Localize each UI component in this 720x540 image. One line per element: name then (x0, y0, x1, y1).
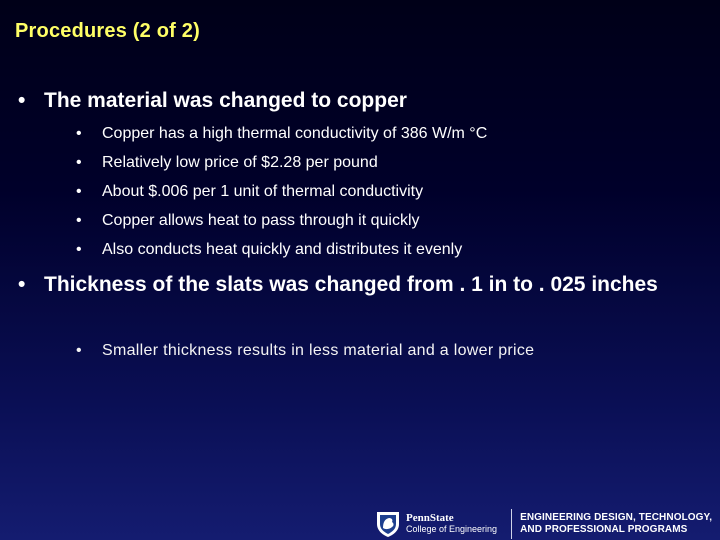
program-name (520, 512, 712, 536)
bullet-dot: • (76, 183, 82, 200)
nittany-lion-shield-icon (375, 510, 401, 538)
bullet-dot: • (76, 212, 82, 229)
college-name: College of Engineering (406, 524, 498, 534)
subitem-text: Smaller thickness results in less material and a lower price (102, 342, 535, 359)
subitem-text: Copper allows heat to pass through it quickly (102, 212, 420, 229)
subitem-text: Copper has a high thermal conductivity of 386 W/m °C (102, 125, 488, 142)
bullet-dot: • (76, 125, 82, 142)
bullet-1 (18, 88, 690, 114)
bullet-2-text: Thickness of the slats was changed from . 1 in to . 025 inches (44, 273, 658, 296)
bullet-dot: • (76, 154, 82, 171)
slide-title: Procedures (2 of 2) (15, 20, 200, 42)
subitem-text: Relatively low price of $2.28 per pound (102, 154, 378, 171)
university-name: PennState (406, 512, 454, 524)
footer-divider (511, 509, 512, 539)
subitem (76, 240, 700, 269)
subitem (76, 211, 700, 240)
psu-wordmark (406, 513, 497, 535)
bullet-dot: • (18, 89, 26, 112)
program-line-2: AND PROFESSIONAL PROGRAMS (520, 524, 688, 535)
subitem-text: Also conducts heat quickly and distributes it evenly (102, 241, 463, 258)
footer-logo (375, 508, 720, 540)
bullet-2-subitems (76, 341, 700, 370)
program-line-1: ENGINEERING DESIGN, TECHNOLOGY, (520, 512, 713, 523)
bullet-2 (18, 272, 690, 298)
subitem (76, 182, 700, 211)
subitem-text: About $.006 per 1 unit of thermal conductivity (102, 183, 424, 200)
bullet-dot: • (76, 342, 82, 359)
subitem (76, 341, 700, 370)
bullet-dot: • (18, 273, 26, 296)
bullet-1-subitems (76, 124, 700, 269)
subitem (76, 124, 700, 153)
bullet-1-text: The material was changed to copper (44, 89, 407, 112)
subitem (76, 153, 700, 182)
bullet-dot: • (76, 241, 82, 258)
